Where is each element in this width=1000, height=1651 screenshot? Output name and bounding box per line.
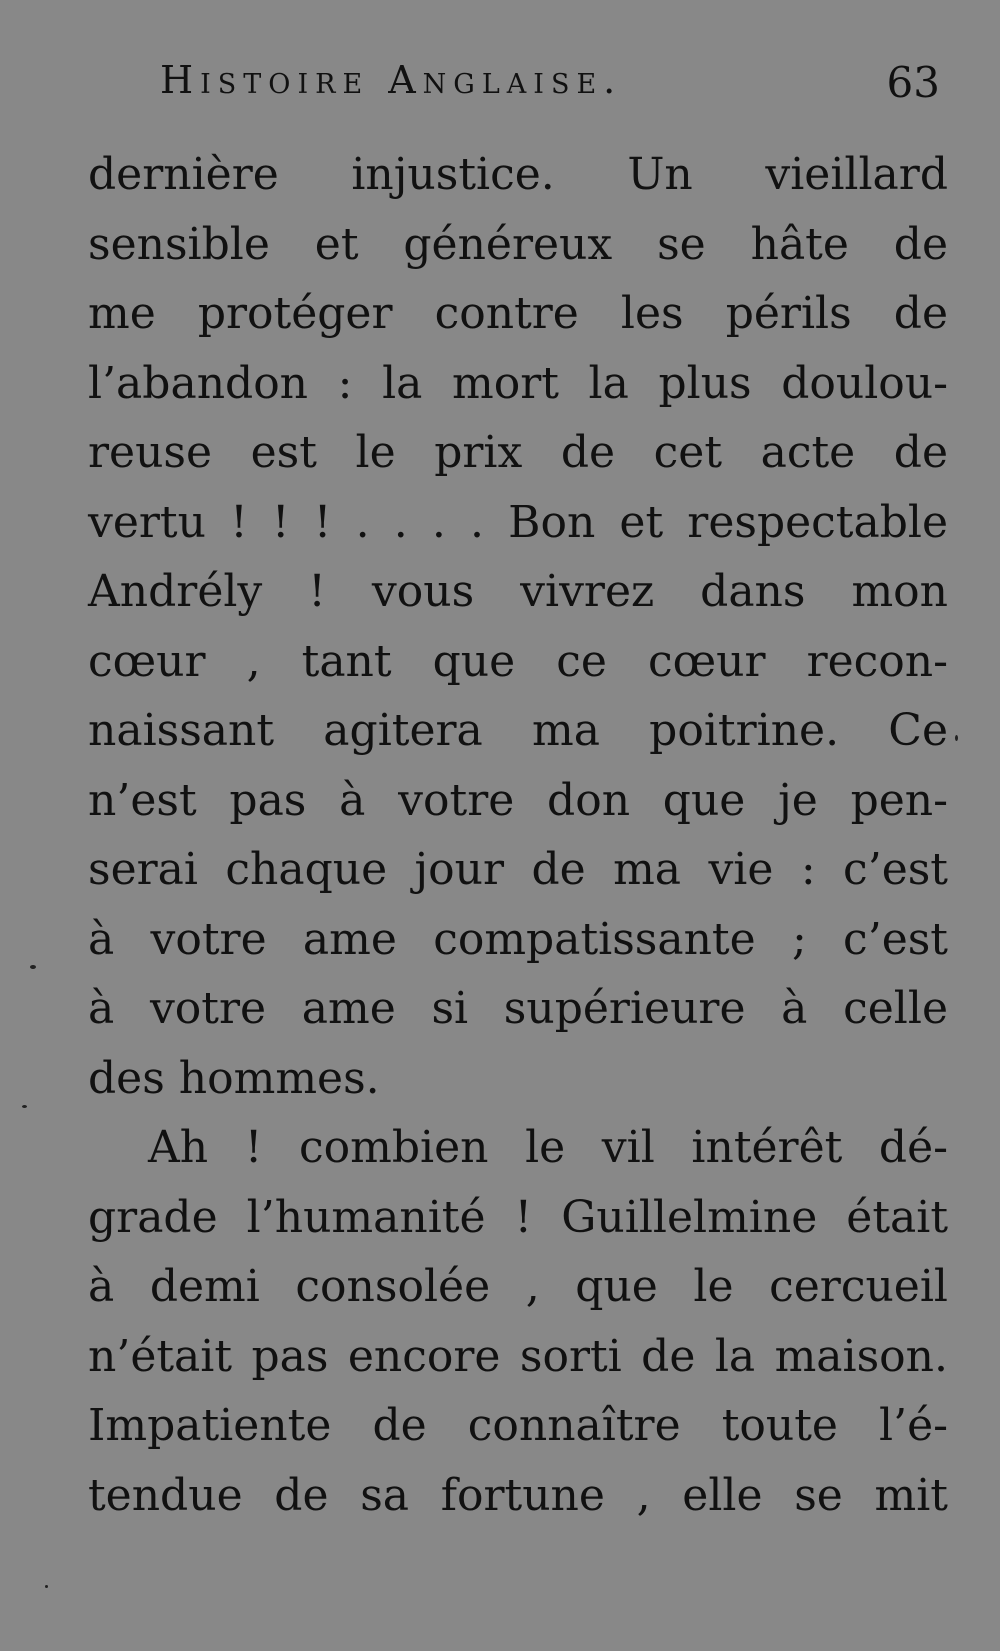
text-line: reuse est le prix de cet acte de (88, 427, 948, 478)
text-line: naissant agitera ma poitrine. Ce (88, 705, 948, 756)
page-number: 63 (886, 58, 940, 107)
text-line: me protéger contre les périls de (88, 288, 948, 339)
text-line: cœur , tant que ce cœur recon- (88, 635, 948, 687)
text-line: serai chaque jour de ma vie : c’est (88, 844, 948, 895)
text-line: n’était pas encore sorti de la maison. (88, 1330, 948, 1382)
text-line: à votre ame si supérieure à celle (88, 983, 948, 1034)
ink-speck (45, 1585, 48, 1588)
text-line: des hommes. (88, 1052, 380, 1104)
text-line: sensible et généreux se hâte de (88, 218, 948, 270)
text-line: grade l’humanité ! Guillelmine était (88, 1191, 948, 1243)
text-line: à votre ame compatissante ; c’est (88, 913, 948, 965)
text-line: Impatiente de connaître toute l’é- (88, 1400, 948, 1451)
ink-speck (22, 1105, 27, 1108)
text-line: vertu ! ! ! . . . . Bon et respectable (88, 496, 948, 548)
text-line: l’abandon : la mort la plus doulou- (88, 357, 948, 409)
text-line: dernière injustice. Un vieillard (88, 149, 948, 200)
ink-speck (955, 735, 958, 741)
body-text (88, 140, 948, 1530)
text-line: Andrély ! vous vivrez dans mon (88, 566, 948, 617)
text-line: n’est pas à votre don que je pen- (88, 774, 948, 826)
text-line: tendue de sa fortune , elle se mit (88, 1469, 948, 1521)
running-head (160, 58, 940, 118)
running-head-title: Histoire Anglaise. (160, 58, 623, 102)
text-line: à demi consolée , que le cercueil (88, 1261, 948, 1312)
text-line: Ah ! combien le vil intérêt dé- (148, 1122, 948, 1173)
ink-speck (30, 965, 36, 969)
